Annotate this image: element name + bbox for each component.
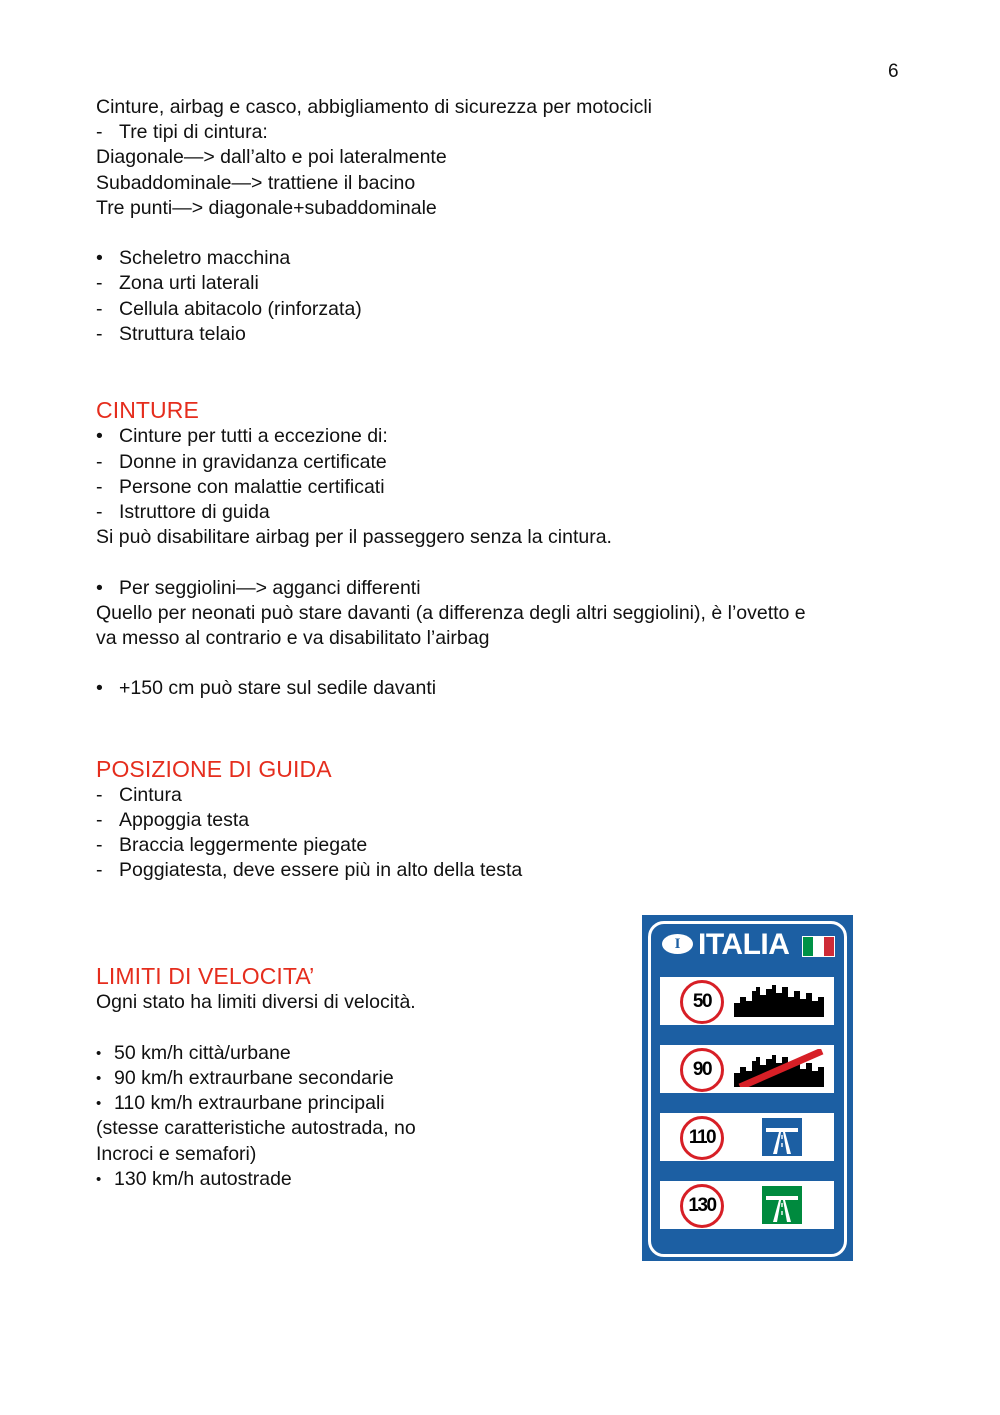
sign-header <box>662 928 836 964</box>
list-item-text: Appoggia testa <box>119 808 250 831</box>
dash-marker: - <box>96 121 103 144</box>
list-item-text: Poggiatesta, deve essere più in alto della testa <box>119 859 523 882</box>
dash-marker: - <box>96 808 103 831</box>
country-code-oval: I <box>662 934 693 954</box>
dash-marker: - <box>96 297 103 320</box>
list-item <box>96 246 916 271</box>
list-item <box>96 450 916 475</box>
list-item <box>96 500 916 525</box>
bullet-marker: • <box>96 1095 102 1113</box>
italian-flag-icon <box>802 936 835 957</box>
urban-skyline-icon <box>734 983 824 1017</box>
list-item-text: Persone con malattie certificati <box>119 475 385 498</box>
sign-row-extraurban <box>660 1045 834 1093</box>
bullet-marker: • <box>96 247 103 270</box>
dash-marker: - <box>96 322 103 345</box>
list-item-text: 110 km/h extraurbane principali <box>114 1092 385 1115</box>
motorway-icon <box>762 1186 802 1224</box>
speed-limit-disc: 50 <box>680 980 724 1024</box>
sign-row-expressway <box>660 1113 834 1161</box>
speed-limit-disc: 90 <box>680 1048 724 1092</box>
speed-limit-disc: 130 <box>680 1184 724 1228</box>
page-number: 6 <box>888 61 899 82</box>
intro-line: Cinture, airbag e casco, abbigliamento di sicurezza per motocicli <box>96 96 653 118</box>
list-item-text: +150 cm può stare sul sedile davanti <box>119 677 437 700</box>
list-item-text: Cintura <box>119 783 182 806</box>
bullet-marker: • <box>96 425 103 448</box>
paragraph: Si può disabilitare airbag per il passeggero senza la cintura. <box>96 526 612 549</box>
list-item-text: 50 km/h città/urbane <box>114 1041 291 1064</box>
section-heading-cinture: CINTURE <box>96 397 199 424</box>
speed-limit-disc: 110 <box>680 1116 724 1160</box>
list-item <box>96 808 916 833</box>
section-heading-posizione: POSIZIONE DI GUIDA <box>96 755 332 782</box>
dash-marker: - <box>96 450 103 473</box>
list-item <box>96 833 916 858</box>
list-item-text: Braccia leggermente piegate <box>119 834 368 857</box>
bullet-marker: • <box>96 1044 102 1062</box>
intro-line: Diagonale—> dall’alto e poi lateralmente <box>96 146 447 169</box>
expressway-icon <box>762 1118 802 1156</box>
list-item <box>96 271 916 296</box>
bullet-marker: • <box>96 1070 102 1088</box>
intro-line: Subaddominale—> trattiene il bacino <box>96 171 416 194</box>
dash-marker: - <box>96 501 103 524</box>
list-item-text: Tre tipi di cintura: <box>119 121 268 144</box>
list-item-text: Per seggiolini—> agganci differenti <box>119 576 421 599</box>
dash-marker: - <box>96 783 103 806</box>
list-item <box>96 322 916 347</box>
paragraph: Quello per neonati può stare davanti (a differenza degli altri seggiolini), è l’ovetto e <box>96 601 806 624</box>
list-item <box>96 297 916 322</box>
list-item-text: Donne in gravidanza certificate <box>119 450 387 473</box>
list-item-text: Struttura telaio <box>119 322 246 345</box>
dash-marker: - <box>96 272 103 295</box>
speed-limits-sign <box>642 915 853 1261</box>
list-item-text: 130 km/h autostrade <box>114 1167 292 1190</box>
dash-marker: - <box>96 859 103 882</box>
list-item <box>96 858 916 883</box>
list-item-text: Cellula abitacolo (rinforzata) <box>119 297 362 320</box>
paragraph: va messo al contrario e va disabilitato l’airbag <box>96 627 490 650</box>
bullet-marker: • <box>96 677 103 700</box>
list-item-text: 90 km/h extraurbane secondarie <box>114 1067 394 1090</box>
paragraph: Incroci e semafori) <box>96 1142 257 1165</box>
list-item-text: Istruttore di guida <box>119 501 270 524</box>
list-item <box>96 475 916 500</box>
list-item-text: Scheletro macchina <box>119 247 291 270</box>
paragraph: (stesse caratteristiche autostrada, no <box>96 1117 416 1140</box>
sign-row-motorway <box>660 1181 834 1229</box>
list-item-text: Zona urti laterali <box>119 272 259 295</box>
list-item <box>96 120 916 145</box>
section-heading-limiti: LIMITI DI VELOCITA’ <box>96 963 315 990</box>
sign-country-name: ITALIA <box>698 928 790 961</box>
sign-row-urban <box>660 977 834 1025</box>
list-item <box>96 576 916 601</box>
intro-line: Tre punti—> diagonale+subaddominale <box>96 196 437 219</box>
end-urban-skyline-icon <box>734 1049 824 1087</box>
dash-marker: - <box>96 475 103 498</box>
list-item <box>96 424 916 449</box>
paragraph: Ogni stato ha limiti diversi di velocità. <box>96 991 416 1014</box>
dash-marker: - <box>96 834 103 857</box>
list-item <box>96 783 916 808</box>
bullet-marker: • <box>96 576 103 599</box>
bullet-marker: • <box>96 1170 102 1188</box>
list-item-text: Cinture per tutti a eccezione di: <box>119 425 388 448</box>
list-item <box>96 676 916 701</box>
